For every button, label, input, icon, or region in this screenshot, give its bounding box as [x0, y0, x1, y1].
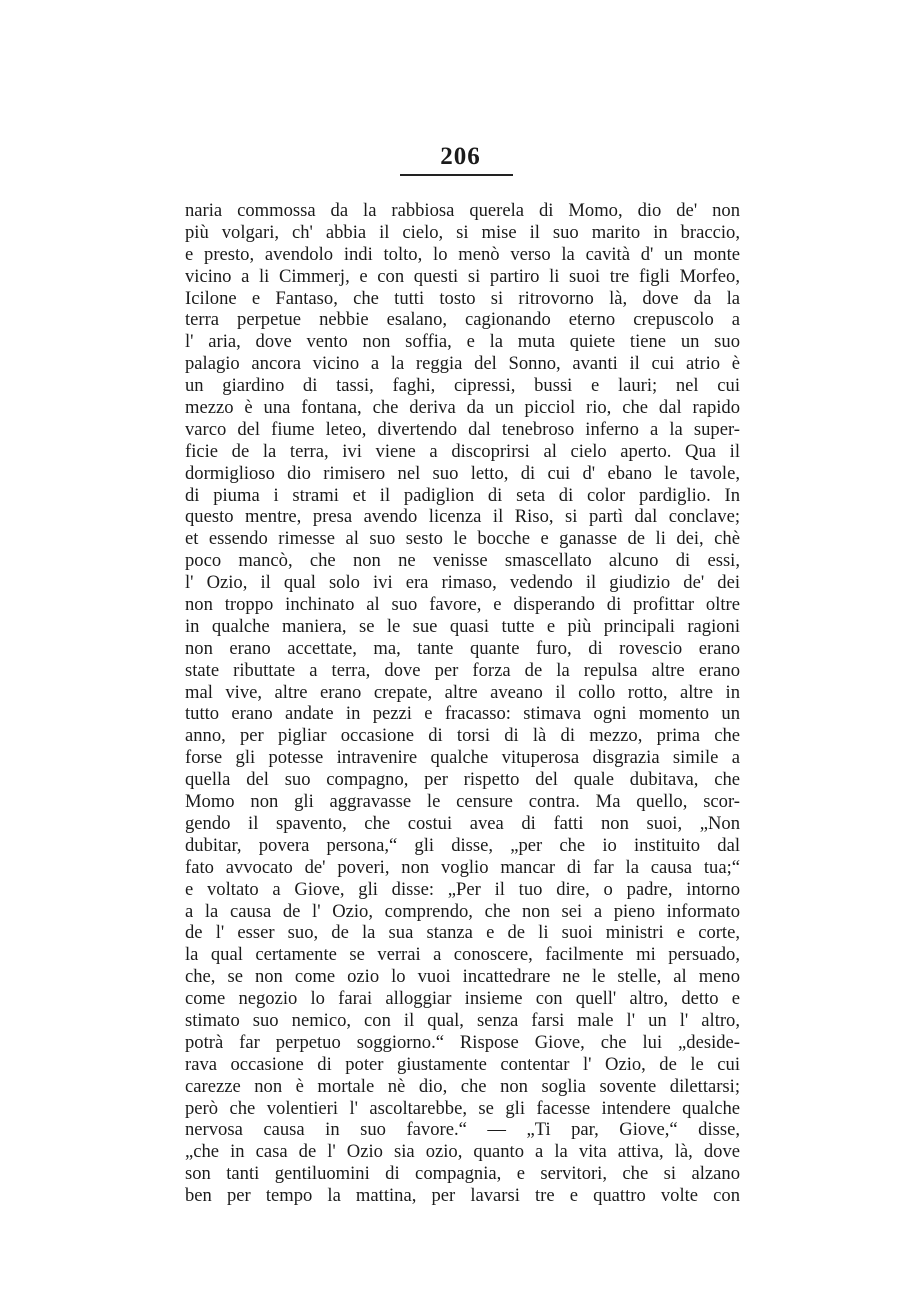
text-line: state ributtate a terra, dove per forza de la repulsa altre erano	[185, 659, 740, 681]
text-line: e presto, avendolo indi tolto, lo menò verso la cavità d' un monte	[185, 243, 740, 265]
text-line: e voltato a Giove, gli disse: „Per il tuo dire, o padre, intorno	[185, 878, 740, 900]
text-line: forse gli potesse intravenire qualche vituperosa disgrazia simile a	[185, 747, 740, 769]
text-line: fato avvocato de' poveri, non voglio mancar di far la causa tua;“	[185, 856, 740, 878]
text-line: ben per tempo la mattina, per lavarsi tre e quattro volte con	[185, 1185, 740, 1207]
text-line: un giardino di tassi, faghi, cipressi, bussi e lauri; nel cui	[185, 375, 740, 397]
text-line: stimato suo nemico, con il qual, senza farsi male l' un l' altro,	[185, 1009, 740, 1031]
text-line: che, se non come ozio lo vuoi incattedrare ne le stelle, al meno	[185, 966, 740, 988]
text-line: „che in casa de l' Ozio sia ozio, quanto a la vita attiva, là, dove	[185, 1141, 740, 1163]
text-line: in qualche maniera, se le sue quasi tutte e più principali ragioni	[185, 615, 740, 637]
text-line: di piuma i strami et il padiglion di seta di color pardiglio. In	[185, 484, 740, 506]
text-line: terra perpetue nebbie esalano, cagionando eterno crepuscolo a	[185, 309, 740, 331]
text-line: son tanti gentiluomini di compagnia, e servitori, che si alzano	[185, 1163, 740, 1185]
text-line: l' aria, dove vento non soffia, e la muta quiete tiene un suo	[185, 331, 740, 353]
text-line: et essendo rimesse al suo sesto le bocche e ganasse de li dei, chè	[185, 528, 740, 550]
text-line: tutto erano andate in pezzi e fracasso: stimava ogni momento un	[185, 703, 740, 725]
text-line: a la causa de l' Ozio, comprendo, che non sei a pieno informato	[185, 900, 740, 922]
body-text	[185, 200, 740, 1207]
text-line: quella del suo compagno, per rispetto del quale dubitava, che	[185, 769, 740, 791]
text-line: non erano accettate, ma, tante quante furo, di rovescio erano	[185, 637, 740, 659]
text-line: potrà far perpetuo soggiorno.“ Rispose Giove, che lui „deside-	[185, 1031, 740, 1053]
text-line: naria commossa da la rabbiosa querela di Momo, dio de' non	[185, 200, 740, 221]
text-line: come negozio lo farai alloggiar insieme con quell' altro, detto e	[185, 988, 740, 1010]
text-line: mal vive, altre erano crepate, altre aveano il collo rotto, altre in	[185, 681, 740, 703]
text-line: Icilone e Fantaso, che tutti tosto si ritrovorno là, dove da la	[185, 287, 740, 309]
text-line: non troppo inchinato al suo favore, e disperando di profittar oltre	[185, 594, 740, 616]
text-line: dormiglioso dio rimisero nel suo letto, di cui d' ebano le tavole,	[185, 462, 740, 484]
text-line: varco del fiume leteo, divertendo dal tenebroso inferno a la super-	[185, 418, 740, 440]
text-line: rava occasione di poter giustamente contentar l' Ozio, de le cui	[185, 1053, 740, 1075]
text-line: l' Ozio, il qual solo ivi era rimaso, vedendo il giudizio de' dei	[185, 572, 740, 594]
text-line: questo mentre, presa avendo licenza il Riso, si partì dal conclave;	[185, 506, 740, 528]
text-line: poco mancò, che non ne venisse smascellato alcuno di essi,	[185, 550, 740, 572]
text-line: de l' esser suo, de la sua stanza e de li suoi ministri e corte,	[185, 922, 740, 944]
text-line: più volgari, ch' abbia il cielo, si mise il suo marito in braccio,	[185, 221, 740, 243]
text-line: però che volentieri l' ascoltarebbe, se gli facesse intendere qualche	[185, 1097, 740, 1119]
header-rule	[400, 174, 513, 176]
text-line: la qual certamente se verrai a conoscere, facilmente mi persuado,	[185, 944, 740, 966]
page-number: 206	[440, 143, 481, 170]
text-line: mezzo è una fontana, che deriva da un picciol rio, che dal rapido	[185, 397, 740, 419]
text-line: vicino a li Cimmerj, e con questi si partiro li suoi tre figli Morfeo,	[185, 265, 740, 287]
text-line: gendo il spavento, che costui avea di fatti non suoi, „Non	[185, 812, 740, 834]
text-line: carezze non è mortale nè dio, che non soglia sovente dilettarsi;	[185, 1075, 740, 1097]
text-line: dubitar, povera persona,“ gli disse, „per che io instituito dal	[185, 834, 740, 856]
text-line: ficie de la terra, ivi viene a discoprirsi al cielo aperto. Qua il	[185, 440, 740, 462]
text-line: nervosa causa in suo favore.“ — „Ti par, Giove,“ disse,	[185, 1119, 740, 1141]
text-line: Momo non gli aggravasse le censure contra. Ma quello, scor-	[185, 791, 740, 813]
text-line: anno, per pigliar occasione di torsi di là di mezzo, prima che	[185, 725, 740, 747]
text-line: palagio ancora vicino a la reggia del Sonno, avanti il cui atrio è	[185, 353, 740, 375]
